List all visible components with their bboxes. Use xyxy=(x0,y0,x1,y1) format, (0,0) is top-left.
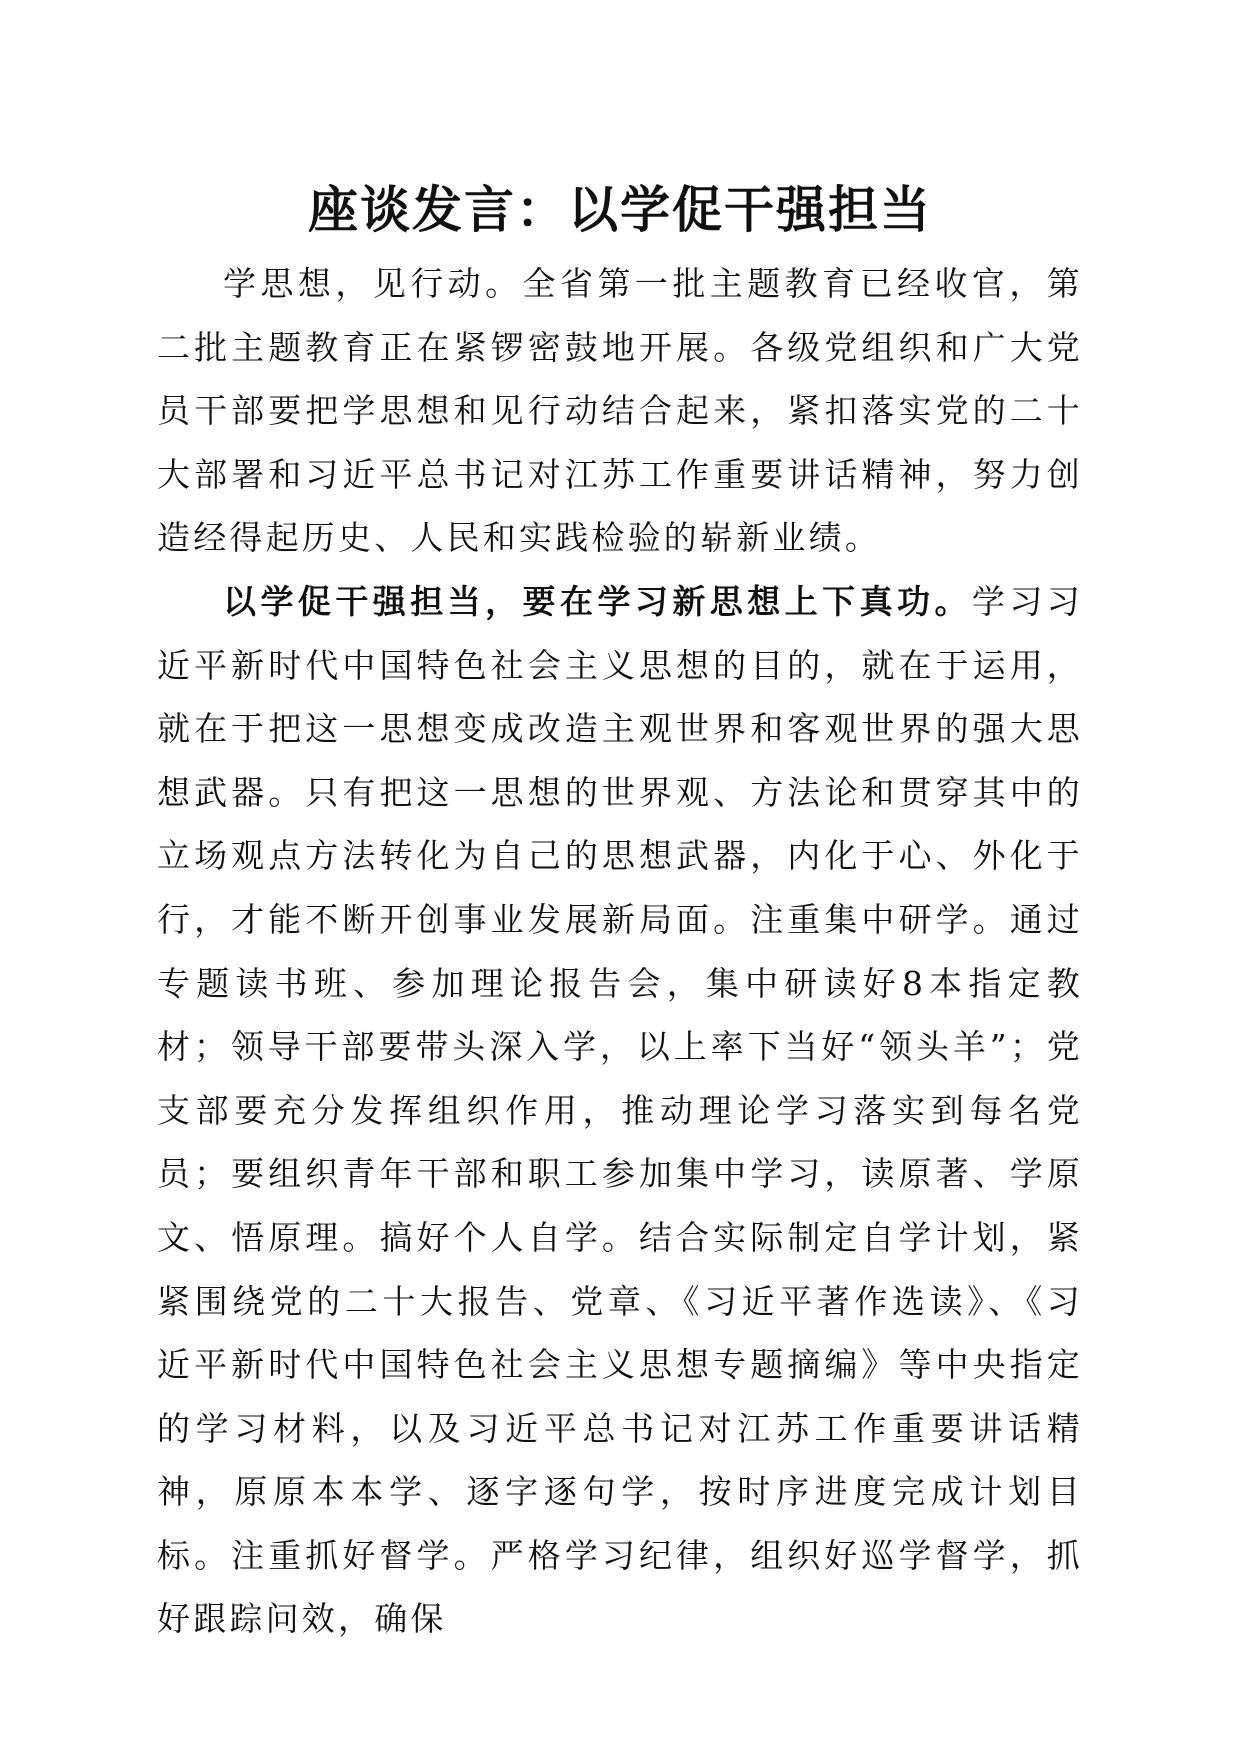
document-title: 座谈发言：以学促干强担当 xyxy=(308,180,932,239)
paragraph-lead: 以学促干强担当，要在学习新思想上下真功。 xyxy=(223,581,972,621)
paragraph-text: 学思想，见行动。全省第一批主题教育已经收官，第二批主题教育正在紧锣密鼓地开展。各级党组织和广大党员干部要把学思想和见行动结合起来，紧扣落实党的二十大部署和习近平总书记对江苏工作重要讲话精神，努力创造经得起历史、人民和实践检验的崭新业绩。 xyxy=(157,264,1083,558)
paragraph-intro xyxy=(157,252,1083,570)
paragraph-text: 学习习近平新时代中国特色社会主义思想的目的，就在于运用，就在于把这一思想变成改造主观世界和客观世界的强大思想武器。只有把这一思想的世界观、方法论和贯穿其中的立场观点方法转化为自己的思想武器，内化于心、外化于行，才能不断开创事业发展新局面。注重集中研学。通过专题读书班、参加理论报告会，集中研读好8本指定教材；领导干部要带头深入学，以上率下当好“领头羊”；党支部要充分发挥组织作用，推动理论学习落实到每名党员；要组织青年干部和职工参加集中学习，读原著、学原文、悟原理。搞好个人自学。结合实际制定自学计划，紧紧围绕党的二十大报告、党章、《习近平著作选读》、《习近平新时代中国特色社会主义思想专题摘编》等中央指定的学习材料，以及习近平总书记对江苏工作重要讲话精神，原原本本学、逐字逐句学，按时序进度完成计划目标。注重抓好督学。严格学习纪律，组织好巡学督学，抓好跟踪问效，确保 xyxy=(157,581,1083,1639)
paragraph-study-thought xyxy=(157,570,1083,1651)
document-body xyxy=(157,252,1083,1651)
